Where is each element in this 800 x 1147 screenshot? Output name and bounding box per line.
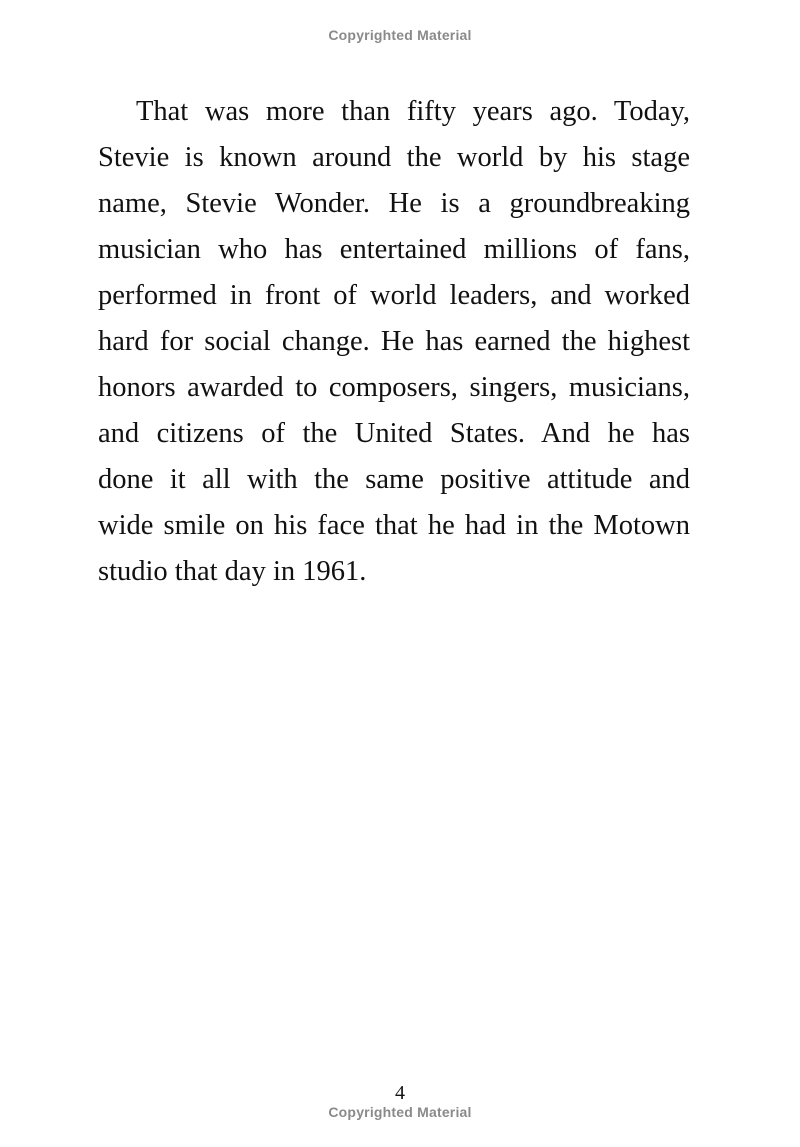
page-number: 4 (395, 1082, 405, 1104)
paragraph-line: performed in front of world leaders, and worked (98, 280, 690, 311)
paragraph-line: Stevie is known around the world by his stage (98, 142, 690, 173)
paragraph-line: hard for social change. He has earned the highest (98, 326, 690, 357)
paragraph-line: name, Stevie Wonder. He is a groundbreaking (98, 188, 690, 219)
paragraph-line: honors awarded to composers, singers, musicians, (98, 372, 690, 403)
paragraph-line: That was more than fifty years ago. Today, (136, 96, 690, 127)
paragraph-line: musician who has entertained millions of fans, (98, 234, 690, 265)
copyright-watermark-top: Copyrighted Material (328, 27, 472, 43)
paragraph-line: wide smile on his face that he had in the Motown (98, 510, 690, 541)
paragraph-line: done it all with the same positive attitude and (98, 464, 690, 495)
body-paragraph (98, 89, 690, 595)
paragraph-line: studio that day in 1961. (98, 556, 367, 587)
copyright-watermark-bottom: Copyrighted Material (328, 1104, 472, 1120)
paragraph-line: and citizens of the United States. And he has (98, 418, 690, 449)
